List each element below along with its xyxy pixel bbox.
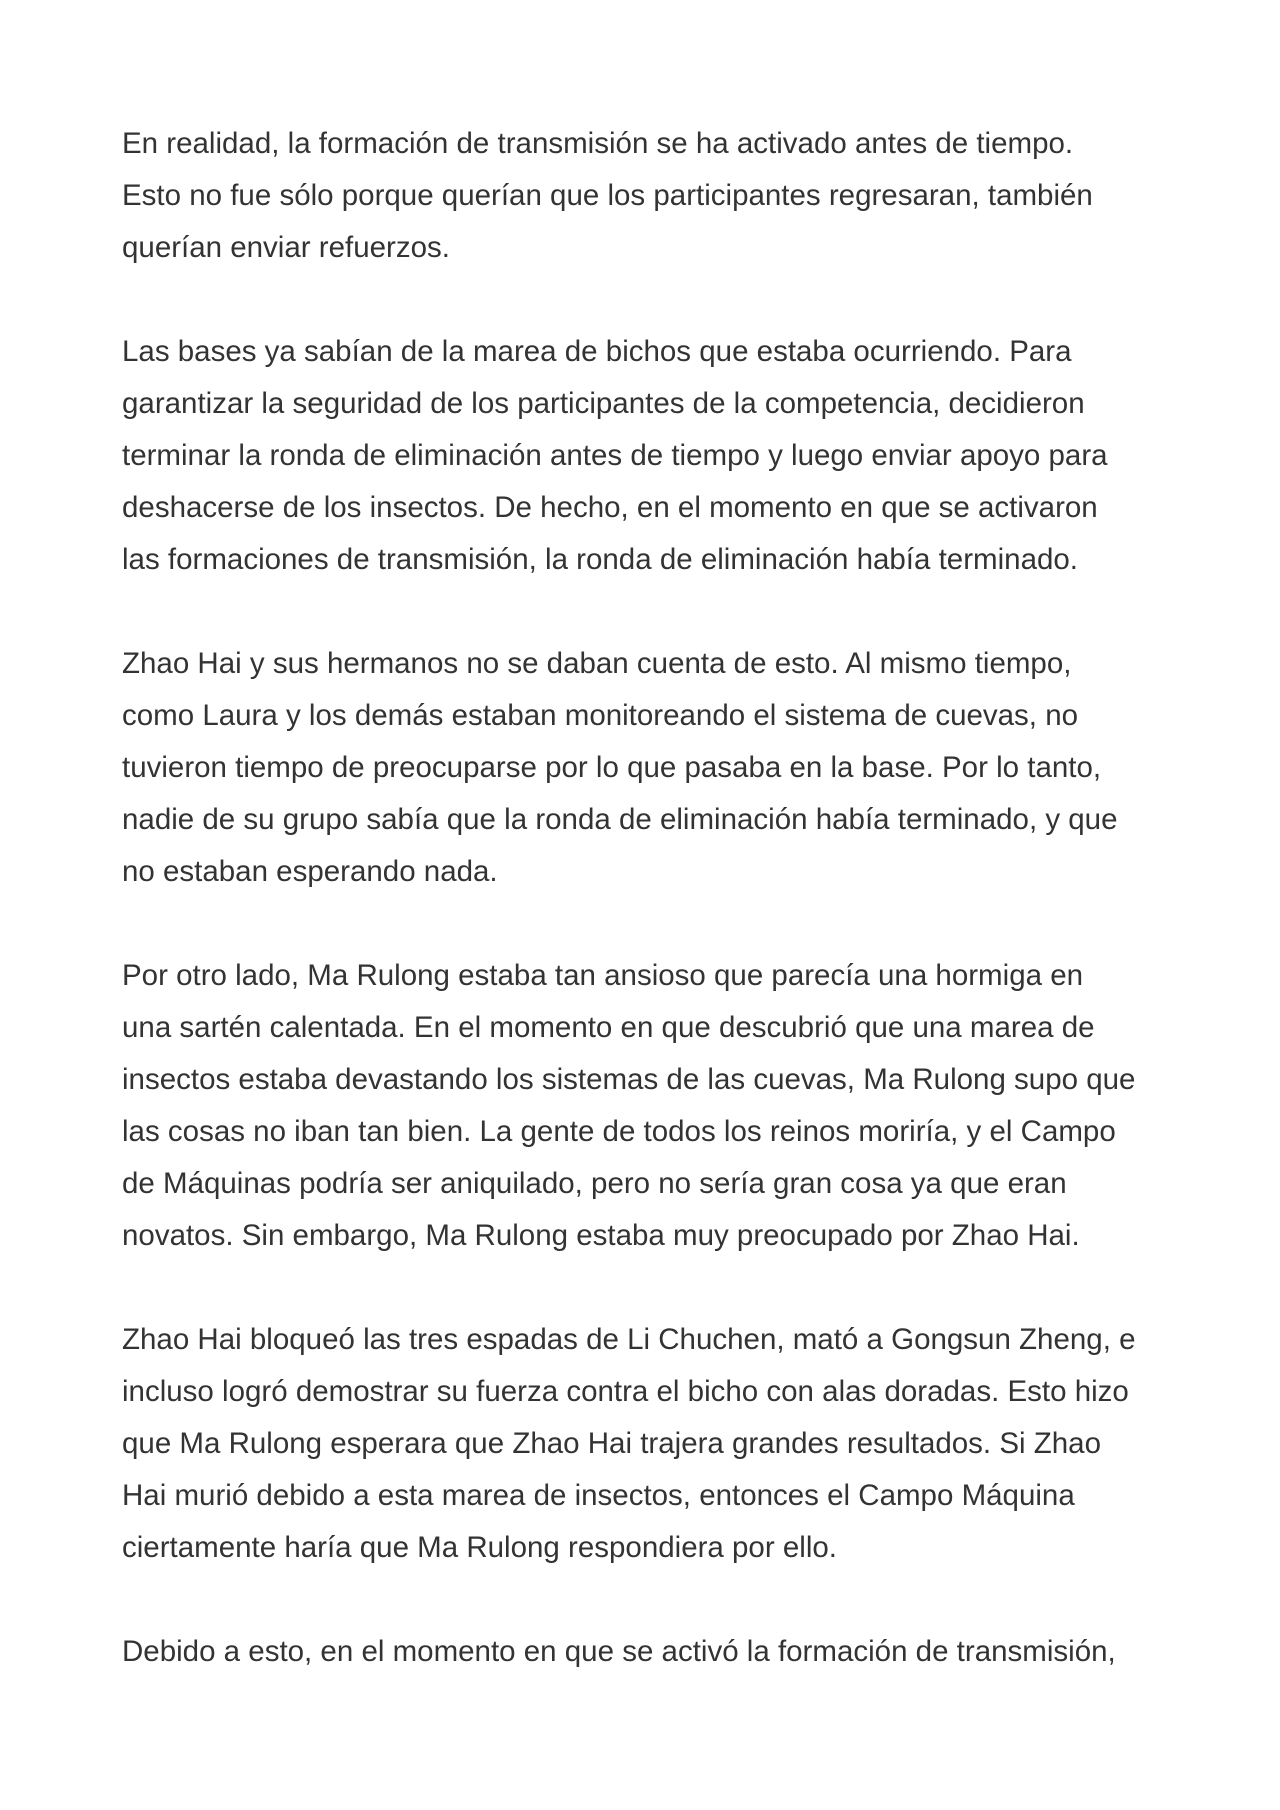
text-line: que Ma Rulong esperara que Zhao Hai trajera grandes resultados. Si Zhao <box>122 1427 1101 1460</box>
text-line: querían enviar refuerzos. <box>122 231 450 264</box>
text-line: Las bases ya sabían de la marea de bichos que estaba ocurriendo. Para <box>122 335 1072 368</box>
text-line: nadie de su grupo sabía que la ronda de eliminación había terminado, y que <box>122 803 1118 836</box>
text-line: terminar la ronda de eliminación antes de tiempo y luego enviar apoyo para <box>122 439 1108 472</box>
text-line: Por otro lado, Ma Rulong estaba tan ansioso que parecía una hormiga en <box>122 959 1084 992</box>
text-line: insectos estaba devastando los sistemas de las cuevas, Ma Rulong supo que <box>122 1063 1136 1096</box>
text-line: deshacerse de los insectos. De hecho, en el momento en que se activaron <box>122 491 1098 524</box>
text-line: las cosas no iban tan bien. La gente de todos los reinos moriría, y el Campo <box>122 1115 1116 1148</box>
text-line: novatos. Sin embargo, Ma Rulong estaba muy preocupado por Zhao Hai. <box>122 1219 1080 1252</box>
text-line: como Laura y los demás estaban monitoreando el sistema de cuevas, no <box>122 699 1079 732</box>
text-line: En realidad, la formación de transmisión se ha activado antes de tiempo. <box>122 127 1074 160</box>
text-line: Debido a esto, en el momento en que se activó la formación de transmisión, <box>122 1635 1116 1668</box>
text-line: una sartén calentada. En el momento en que descubrió que una marea de <box>122 1011 1095 1044</box>
text-line: garantizar la seguridad de los participantes de la competencia, decidieron <box>122 387 1085 420</box>
paragraph <box>122 950 1172 1262</box>
text-line: Zhao Hai bloqueó las tres espadas de Li Chuchen, mató a Gongsun Zheng, e <box>122 1323 1136 1356</box>
paragraph <box>122 118 1172 274</box>
text-line: Esto no fue sólo porque querían que los participantes regresaran, también <box>122 179 1093 212</box>
paragraph <box>122 1626 1172 1678</box>
paragraph <box>122 1314 1172 1574</box>
text-line: ciertamente haría que Ma Rulong respondiera por ello. <box>122 1531 837 1564</box>
text-line: tuvieron tiempo de preocuparse por lo que pasaba en la base. Por lo tanto, <box>122 751 1102 784</box>
paragraph <box>122 638 1172 898</box>
text-line: las formaciones de transmisión, la ronda de eliminación había terminado. <box>122 543 1078 576</box>
document-body <box>122 118 1172 1730</box>
text-line: incluso logró demostrar su fuerza contra el bicho con alas doradas. Esto hizo <box>122 1375 1129 1408</box>
text-line: no estaban esperando nada. <box>122 855 498 888</box>
text-line: de Máquinas podría ser aniquilado, pero no sería gran cosa ya que eran <box>122 1167 1067 1200</box>
paragraph <box>122 326 1172 586</box>
text-line: Zhao Hai y sus hermanos no se daban cuenta de esto. Al mismo tiempo, <box>122 647 1072 680</box>
text-line: Hai murió debido a esta marea de insectos, entonces el Campo Máquina <box>122 1479 1075 1512</box>
